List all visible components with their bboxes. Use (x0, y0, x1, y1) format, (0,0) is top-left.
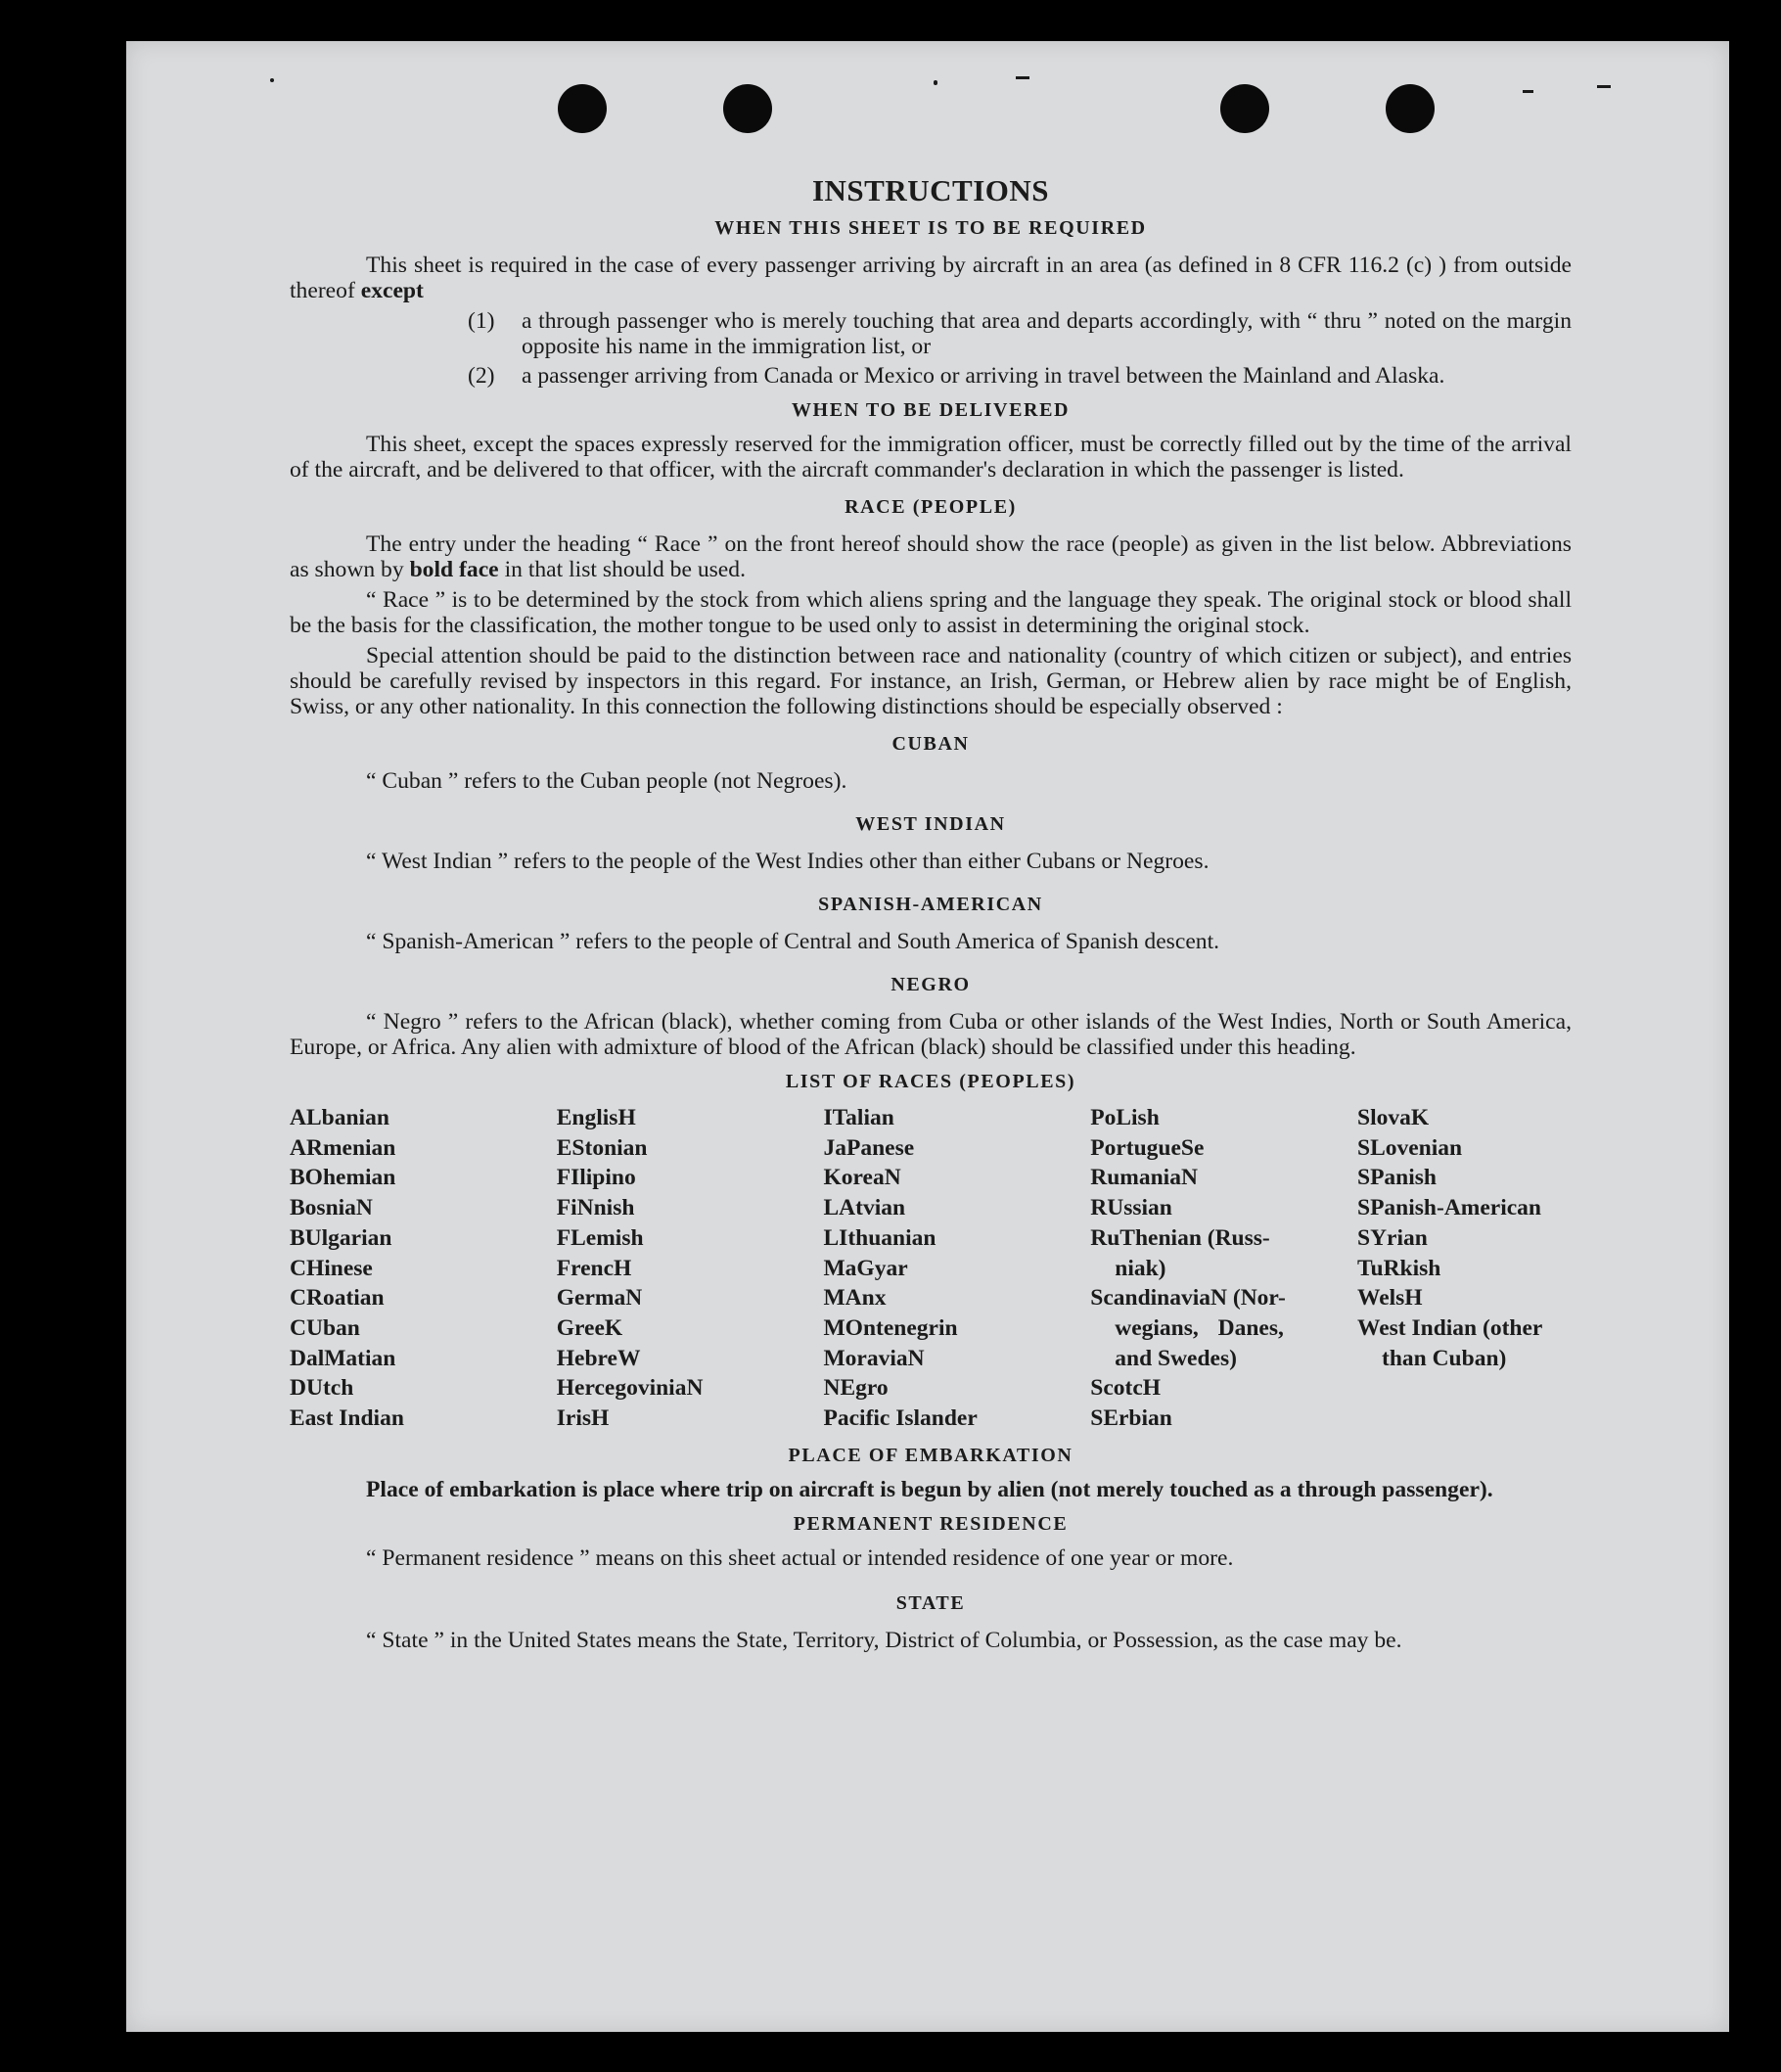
race-entry: PoLish (1090, 1105, 1160, 1130)
race-entry: GermaN (556, 1285, 643, 1312)
race-entry: CRoatian (290, 1285, 385, 1312)
race-entry: RuThenian (Russ- (1090, 1224, 1270, 1251)
list-item (290, 363, 1572, 389)
section-heading-when-delivered: WHEN TO BE DELIVERED (791, 399, 1071, 421)
paragraph-spanish-american: “ Spanish-American ” refers to the people of Central and South America of Spanish descent. (366, 929, 1220, 954)
section-heading-list-of-races: LIST OF RACES (PEOPLES) (785, 1071, 1076, 1092)
punch-hole (1220, 84, 1269, 133)
speck (1016, 76, 1029, 79)
race-entry: HercegoviniaN (556, 1375, 704, 1402)
paragraph-race-2: “ Race ” is to be determined by the stock from which aliens spring and the language they speak. The original stock or blood shall be the basis for the classification, the mother tongue to be used only to assist in determining the original stock. (290, 587, 1572, 638)
race-column (1357, 1103, 1572, 1434)
section-heading-race: RACE (PEOPLE) (845, 496, 1017, 518)
race-entry: FrencH (556, 1255, 632, 1281)
paragraph-permanent-residence: “ Permanent residence ” means on this sheet actual or intended residence of one year or more. (366, 1544, 1234, 1571)
race-entry: ScotcH (1090, 1375, 1162, 1402)
section-heading-west-indian: WEST INDIAN (855, 813, 1006, 835)
race-entry: PortugueSe (1090, 1134, 1205, 1161)
race-entry: SPanish (1357, 1165, 1437, 1191)
race-entry: MOntenegrin (823, 1314, 958, 1341)
race-entry: and Swedes) (1115, 1345, 1237, 1371)
race-entry: WelsH (1357, 1285, 1423, 1312)
paragraph-text: The entry under the heading “ Race ” on the front hereof should show the race (people) as given in the list below. Abbreviations as shown by (290, 531, 1572, 582)
paragraph-text: This sheet is required in the case of every passenger arriving by aircraft in an area (as defined in 8 CFR 116.2 (c) ) from outside thereof (290, 253, 1572, 303)
race-entry: MoraviaN (823, 1345, 925, 1371)
paragraph-text: in that list should be used. (504, 557, 746, 582)
list-item (290, 308, 1572, 359)
section-heading-when-required: WHEN THIS SHEET IS TO BE REQUIRED (714, 217, 1147, 239)
paragraph-embarkation: Place of embarkation is place where trip on aircraft is begun by alien (not merely touched as a through passenger). (366, 1476, 1493, 1502)
race-entry: CUban (290, 1314, 360, 1341)
bold-text: bold face (409, 557, 499, 582)
paragraph-when-required (290, 253, 1572, 303)
section-heading-spanish-american: SPANISH-AMERICAN (818, 894, 1043, 915)
race-entry: RumaniaN (1090, 1165, 1198, 1191)
section-heading-state: STATE (895, 1591, 966, 1614)
race-entry: MaGyar (823, 1255, 908, 1281)
section-heading-negro: NEGRO (890, 974, 971, 995)
race-entry: SlovaK (1357, 1105, 1430, 1130)
race-entry: KoreaN (823, 1165, 901, 1191)
page-title: INSTRUCTIONS (811, 173, 1049, 207)
race-entry: IrisH (556, 1405, 610, 1432)
race-entry: ITalian (823, 1105, 894, 1130)
race-entry: RUssian (1090, 1195, 1172, 1221)
speck (270, 78, 274, 82)
race-column (1090, 1103, 1357, 1434)
paragraph-west-indian: “ West Indian ” refers to the people of the West Indies other than either Cubans or Negroes. (366, 849, 1210, 874)
race-entry: TuRkish (1357, 1255, 1441, 1281)
race-entry: DalMatian (290, 1345, 396, 1371)
race-entry: HebreW (556, 1345, 641, 1371)
speck (1597, 85, 1611, 88)
race-entry: ALbanian (290, 1105, 389, 1130)
race-entry: EnglisH (556, 1105, 636, 1130)
item-text: a through passenger who is merely touching that area and departs accordingly, with “ thru ” noted on the margin opposite his name in the immigration list, or (522, 308, 1572, 359)
race-entry: SErbian (1090, 1405, 1172, 1432)
bold-text: except (360, 278, 424, 303)
item-number: (2) (468, 363, 495, 389)
race-entry: BOhemian (290, 1165, 396, 1191)
punch-hole (1386, 84, 1435, 133)
section-heading-cuban: CUBAN (891, 733, 970, 755)
race-entry: LIthuanian (823, 1224, 936, 1251)
race-entry: CHinese (290, 1255, 373, 1281)
item-number: (1) (468, 308, 495, 334)
race-entry: SYrian (1357, 1224, 1428, 1251)
race-column (824, 1103, 1091, 1434)
race-entry: BosniaN (290, 1195, 373, 1221)
item-text: a passenger arriving from Canada or Mexico or arriving in travel between the Mainland and Alaska. (522, 363, 1445, 389)
punch-hole (723, 84, 772, 133)
race-entry: East Indian (290, 1405, 404, 1432)
paragraph-negro: “ Negro ” refers to the African (black), whether coming from Cuba or other islands of the West Indies, North or South America, Europe, or Africa. Any alien with admixture of blood of the African (black) should be classified under this heading. (290, 1009, 1572, 1060)
race-entry: niak) (1115, 1255, 1166, 1281)
paragraph-state: “ State ” in the United States means the State, Territory, District of Columbia, or Possession, as the case may be. (366, 1627, 1402, 1653)
section-heading-permanent-residence: PERMANENT RESIDENCE (793, 1512, 1069, 1535)
speck (934, 80, 937, 85)
race-entry: Pacific Islander (823, 1405, 978, 1432)
paragraph-when-delivered: This sheet, except the spaces expressly reserved for the immigration officer, must be correctly filled out by the time of the arrival of the aircraft, and be delivered to that officer, with the aircraft commander's declaration in which the passenger is listed. (290, 432, 1572, 483)
race-entry: DUtch (290, 1375, 354, 1402)
race-entry: ScandinaviaN (Nor- (1090, 1285, 1286, 1312)
race-column (290, 1103, 557, 1434)
race-entry: BUlgarian (290, 1224, 392, 1251)
race-entry: GreeK (556, 1314, 623, 1341)
race-entry: FIlipino (556, 1165, 636, 1191)
instructions-text (290, 173, 1572, 1658)
paragraph-race-1 (290, 531, 1572, 582)
race-entry: JaPanese (823, 1134, 915, 1161)
race-entry: MAnx (823, 1285, 887, 1312)
race-entry: SLovenian (1357, 1134, 1463, 1161)
race-entry: wegians, Danes, (1115, 1314, 1284, 1341)
race-list (290, 1103, 1572, 1434)
race-entry: SPanish-American (1357, 1195, 1541, 1221)
paragraph-race-3: Special attention should be paid to the distinction between race and nationality (country of which citizen or subject), and entries should be carefully revised by inspectors in this regard. For instance, an Irish, German, or Hebrew alien by race might be of English, Swiss, or any other nationality. In this connection the following distinctions should be especially observed : (290, 643, 1572, 719)
document-page (126, 41, 1729, 2032)
race-column (557, 1103, 824, 1434)
race-entry: ARmenian (290, 1134, 396, 1161)
speck (1523, 90, 1533, 93)
race-entry: FLemish (556, 1224, 644, 1251)
race-entry: EStonian (556, 1134, 648, 1161)
race-entry: LAtvian (823, 1195, 906, 1221)
section-heading-embarkation: PLACE OF EMBARKATION (788, 1444, 1073, 1466)
race-entry: than Cuban) (1382, 1345, 1507, 1371)
race-entry: FiNnish (556, 1195, 635, 1221)
punch-hole (558, 84, 607, 133)
race-entry: West Indian (other (1357, 1314, 1543, 1341)
race-entry: NEgro (823, 1375, 889, 1402)
paragraph-cuban: “ Cuban ” refers to the Cuban people (not Negroes). (366, 768, 847, 794)
